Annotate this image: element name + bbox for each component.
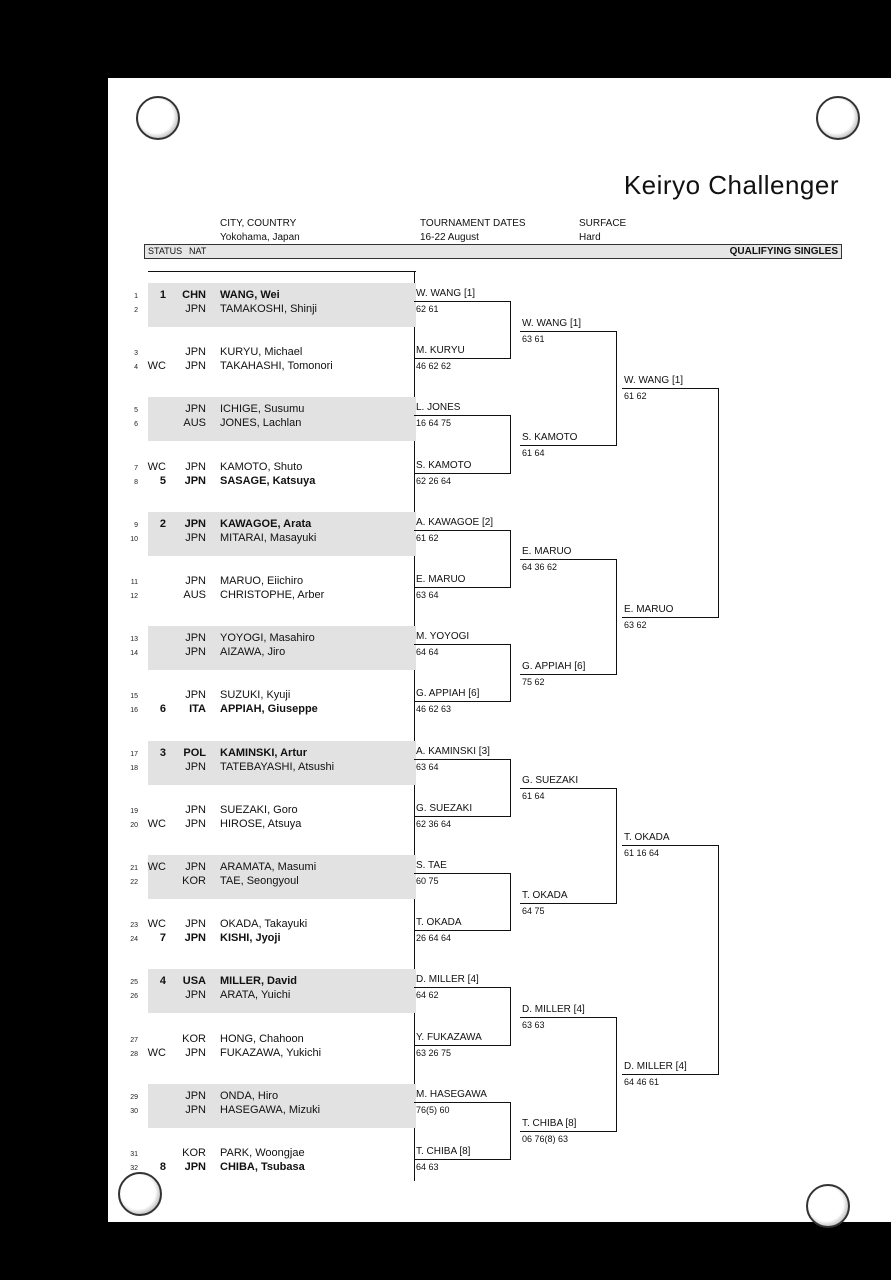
round2-winner: E. MARUO	[522, 546, 572, 558]
round1-line	[414, 473, 510, 474]
player-name: TATEBAYASHI, Atsushi	[220, 760, 335, 773]
round3-winner: E. MARUO	[624, 603, 674, 615]
round3-score: 63 62	[624, 619, 647, 630]
event-name: QUALIFYING SINGLES	[729, 246, 838, 257]
round1-winner: M. KURYU	[416, 345, 465, 357]
round1-line	[414, 530, 510, 531]
round1-score: 62 26 64	[416, 475, 452, 486]
player-nat: JPN	[185, 803, 206, 816]
player-name: CHIBA, Tsubasa	[220, 1161, 305, 1173]
draw-position: 15	[130, 693, 138, 701]
draw-position: 20	[130, 821, 138, 829]
round2-line	[520, 1131, 616, 1132]
bracket-connector	[510, 644, 511, 702]
round1-winner: D. MILLER [4]	[416, 974, 479, 986]
round1-score: 46 62 63	[416, 704, 452, 715]
round2-winner: T. CHIBA [8]	[522, 1118, 577, 1130]
player-nat: JPN	[185, 632, 206, 645]
round2-winner: G. SUEZAKI	[522, 775, 579, 787]
player-nat: JPN	[185, 918, 206, 931]
draw-position: 10	[130, 535, 138, 543]
round2-score: 61 64	[522, 448, 545, 458]
player-name: FUKAZAWA, Yukichi	[220, 1046, 322, 1059]
draw-position: 16	[130, 707, 138, 715]
draw-position: 23	[130, 922, 138, 930]
city-value: Yokohama, Japan	[220, 232, 300, 243]
player-nat: JPN	[184, 474, 206, 487]
draw-position: 19	[130, 807, 138, 815]
player-name: MILLER, David	[220, 975, 298, 988]
round1-score: 64 63	[416, 1162, 439, 1172]
player-nat: POL	[183, 746, 206, 759]
player-name: KAMINSKI, Artur	[220, 746, 307, 759]
player-status: WC	[147, 817, 166, 830]
round1-line	[414, 987, 510, 988]
player-nat: JPN	[185, 531, 206, 544]
draw-top-rule	[148, 271, 416, 272]
column-header-bar	[144, 244, 842, 259]
player-status: 1	[159, 289, 166, 301]
round2-score: 64 36 62	[522, 562, 558, 573]
round1-line	[414, 873, 510, 874]
round1-score: 64 62	[416, 990, 439, 1001]
round1-winner: L. JONES	[416, 402, 461, 414]
round1-winner: G. SUEZAKI	[416, 802, 473, 814]
player-name: AIZAWA, Jiro	[220, 646, 286, 659]
draw-position: 8	[134, 478, 138, 486]
player-name: SUZUKI, Kyuji	[220, 689, 291, 702]
round2-winner: W. WANG [1]	[522, 317, 582, 329]
player-name: ICHIGE, Susumu	[220, 403, 305, 416]
draw-position: 7	[134, 464, 138, 472]
bracket-connector	[510, 415, 511, 473]
player-nat: JPN	[185, 689, 206, 702]
round1-line	[414, 701, 510, 702]
round3-score: 61 16 64	[624, 848, 660, 859]
player-nat: KOR	[182, 875, 206, 887]
punch-hole-top-right	[816, 96, 860, 140]
player-nat: ITA	[189, 703, 206, 716]
player-status: 7	[159, 932, 166, 945]
player-name: HIROSE, Atsuya	[220, 817, 302, 830]
surface-value: Hard	[579, 232, 601, 243]
dates-value: 16-22 August	[420, 232, 479, 243]
round1-score: 61 62	[416, 532, 439, 543]
round2-score: 64 75	[522, 905, 545, 916]
punch-hole-top-left	[136, 96, 180, 140]
bracket-connector	[718, 845, 719, 1075]
bracket-connector	[510, 1102, 511, 1160]
round1-line	[414, 1102, 510, 1103]
player-status: 3	[159, 746, 166, 759]
round2-line	[520, 331, 616, 332]
player-nat: JPN	[185, 303, 206, 315]
draw-position: 29	[130, 1093, 138, 1101]
player-nat: AUS	[183, 417, 206, 430]
bracket-connector	[616, 1017, 617, 1132]
round1-line	[414, 1159, 510, 1160]
bracket-connector	[718, 388, 719, 618]
punch-hole-bottom-right	[806, 1184, 850, 1228]
player-name: MITARAI, Masayuki	[220, 531, 317, 544]
player-nat: JPN	[185, 1089, 206, 1102]
round3-line	[622, 388, 718, 389]
player-name: KAWAGOE, Arata	[220, 517, 312, 530]
draw-position: 28	[130, 1050, 138, 1058]
player-name: JONES, Lachlan	[220, 417, 302, 430]
draw-position: 26	[130, 993, 138, 1001]
round2-line	[520, 788, 616, 789]
draw-position: 32	[130, 1165, 138, 1172]
bracket-connector	[510, 759, 511, 817]
player-name: HASEGAWA, Mizuki	[220, 1103, 321, 1116]
player-name: KURYU, Michael	[220, 346, 303, 359]
draw-position: 17	[130, 750, 138, 758]
round1-winner: M. HASEGAWA	[416, 1088, 487, 1100]
draw-position: 13	[130, 636, 138, 644]
round1-winner: W. WANG [1]	[416, 288, 476, 299]
player-status: WC	[147, 360, 166, 373]
player-nat: JPN	[184, 932, 206, 945]
draw-position: 3	[134, 350, 138, 358]
dates-label: TOURNAMENT DATES	[420, 218, 526, 229]
bracket-connector	[616, 788, 617, 903]
round2-line	[520, 445, 616, 446]
player-status: 5	[159, 474, 166, 487]
player-nat: JPN	[185, 575, 206, 587]
round1-winner: M. YOYOGI	[416, 631, 470, 643]
player-status: WC	[147, 861, 166, 873]
player-name: TAKAHASHI, Tomonori	[220, 360, 333, 373]
round3-line	[622, 845, 718, 846]
draw-position: 22	[130, 879, 138, 886]
draw-position: 21	[130, 865, 138, 872]
punch-hole-bottom-left	[118, 1172, 162, 1216]
draw-position: 24	[130, 936, 138, 944]
round1-winner: Y. FUKAZAWA	[416, 1031, 482, 1043]
round3-score: 64 46 61	[624, 1077, 660, 1088]
round1-winner: A. KAWAGOE [2]	[416, 516, 494, 528]
player-nat: JPN	[185, 1046, 206, 1059]
bracket-connector	[510, 873, 511, 931]
player-name: OKADA, Takayuki	[220, 918, 308, 931]
draw-position: 14	[130, 650, 138, 658]
player-status: WC	[147, 918, 166, 931]
round1-score: 76(5) 60	[416, 1104, 450, 1115]
round1-line	[414, 1045, 510, 1046]
round1-score: 64 64	[416, 647, 439, 658]
player-nat: JPN	[185, 817, 206, 830]
round1-score: 60 75	[416, 876, 439, 886]
draw-sheet	[108, 78, 891, 1222]
player-name: TAMAKOSHI, Shinji	[220, 303, 317, 315]
player-nat: JPN	[185, 460, 206, 473]
nat-column-header: NAT	[189, 246, 207, 256]
round1-winner: S. TAE	[416, 860, 447, 871]
draw-position: 18	[130, 764, 138, 772]
round3-winner: D. MILLER [4]	[624, 1061, 687, 1073]
round1-line	[414, 301, 510, 302]
player-status: WC	[147, 1046, 166, 1059]
round1-score: 63 64	[416, 590, 439, 600]
round1-score: 26 64 64	[416, 933, 452, 944]
round1-score: 16 64 75	[416, 418, 452, 429]
bracket-connector	[510, 301, 511, 359]
round1-winner: S. KAMOTO	[416, 459, 472, 471]
player-nat: CHN	[182, 289, 206, 301]
player-name: YOYOGI, Masahiro	[220, 632, 315, 645]
round2-winner: G. APPIAH [6]	[522, 660, 586, 672]
draw-position: 1	[134, 293, 138, 300]
round3-score: 61 62	[624, 390, 647, 401]
draw-position: 4	[134, 364, 138, 372]
bracket-connector	[510, 987, 511, 1045]
player-name: SASAGE, Katsuya	[220, 474, 316, 487]
round1-winner: G. APPIAH [6]	[416, 688, 480, 700]
bracket-connector	[616, 331, 617, 446]
player-nat: JPN	[185, 346, 206, 359]
player-name: WANG, Wei	[220, 289, 280, 301]
player-nat: JPN	[184, 517, 206, 530]
round1-line	[414, 759, 510, 760]
player-nat: JPN	[185, 760, 206, 773]
round1-score: 63 64	[416, 761, 439, 772]
draw-position: 5	[134, 407, 138, 415]
round1-line	[414, 587, 510, 588]
player-nat: KOR	[182, 1147, 206, 1159]
player-name: HONG, Chahoon	[220, 1032, 304, 1045]
round1-winner: E. MARUO	[416, 574, 466, 585]
player-name: ONDA, Hiro	[220, 1089, 279, 1102]
draw-position: 6	[134, 421, 138, 429]
round3-winner: W. WANG [1]	[624, 374, 684, 386]
player-name: MARUO, Eiichiro	[220, 575, 304, 587]
round2-line	[520, 674, 616, 675]
round2-score: 61 64	[522, 791, 545, 802]
round1-score: 46 62 62	[416, 361, 452, 372]
round1-line	[414, 930, 510, 931]
round3-winner: T. OKADA	[624, 832, 670, 844]
draw-position: 27	[130, 1036, 138, 1044]
round1-line	[414, 644, 510, 645]
bracket-connector	[510, 530, 511, 588]
round3-line	[622, 1074, 718, 1075]
draw-position: 25	[130, 979, 138, 987]
player-nat: USA	[182, 975, 206, 988]
round1-score: 62 61	[416, 304, 439, 314]
round2-winner: D. MILLER [4]	[522, 1004, 585, 1015]
city-label: CITY, COUNTRY	[220, 218, 297, 229]
player-nat: KOR	[182, 1032, 206, 1045]
round1-line	[414, 415, 510, 416]
draw-position: 2	[134, 307, 138, 314]
player-nat: JPN	[185, 1103, 206, 1116]
round1-winner: T. OKADA	[416, 917, 462, 929]
player-status: 2	[159, 517, 166, 530]
draw-position: 30	[130, 1107, 138, 1115]
draw-position: 31	[130, 1151, 138, 1158]
round2-score: 06 76(8) 63	[522, 1134, 569, 1145]
round1-winner: T. CHIBA [8]	[416, 1146, 471, 1157]
player-name: CHRISTOPHE, Arber	[220, 589, 325, 601]
round1-score: 63 26 75	[416, 1047, 452, 1058]
round2-line	[520, 559, 616, 560]
player-status: WC	[147, 460, 166, 473]
round1-line	[414, 358, 510, 359]
player-nat: JPN	[184, 1161, 206, 1173]
player-status: 8	[159, 1161, 166, 1173]
player-status: 4	[159, 975, 166, 988]
round2-winner: S. KAMOTO	[522, 432, 578, 443]
player-status: 6	[159, 703, 166, 716]
round1-winner: A. KAMINSKI [3]	[416, 745, 490, 757]
round2-score: 63 61	[522, 333, 545, 344]
round1-score: 62 36 64	[416, 818, 452, 829]
player-name: APPIAH, Giuseppe	[220, 703, 318, 716]
player-nat: JPN	[185, 989, 206, 1002]
player-nat: AUS	[183, 589, 206, 601]
player-name: KISHI, Jyoji	[220, 932, 281, 945]
round2-score: 75 62	[522, 676, 545, 687]
round1-line	[414, 816, 510, 817]
draw-position: 12	[130, 593, 138, 600]
player-nat: JPN	[185, 861, 206, 873]
player-name: ARATA, Yuichi	[220, 989, 291, 1002]
player-name: TAE, Seongyoul	[220, 875, 299, 887]
tournament-title: Keiryo Challenger	[623, 170, 839, 200]
player-nat: JPN	[185, 646, 206, 659]
player-nat: JPN	[185, 360, 206, 373]
status-column-header: STATUS	[148, 246, 183, 256]
player-nat: JPN	[185, 403, 206, 416]
round2-line	[520, 903, 616, 904]
draw-position: 9	[134, 521, 138, 529]
round2-score: 63 63	[522, 1020, 545, 1030]
round2-line	[520, 1017, 616, 1018]
round3-line	[622, 617, 718, 618]
player-name: ARAMATA, Masumi	[220, 861, 317, 873]
player-name: PARK, Woongjae	[220, 1147, 305, 1159]
bracket-connector	[616, 559, 617, 674]
player-name: KAMOTO, Shuto	[220, 460, 303, 473]
player-name: SUEZAKI, Goro	[220, 803, 298, 816]
surface-label: SURFACE	[579, 218, 627, 229]
draw-position: 11	[130, 579, 138, 586]
round2-winner: T. OKADA	[522, 889, 568, 901]
